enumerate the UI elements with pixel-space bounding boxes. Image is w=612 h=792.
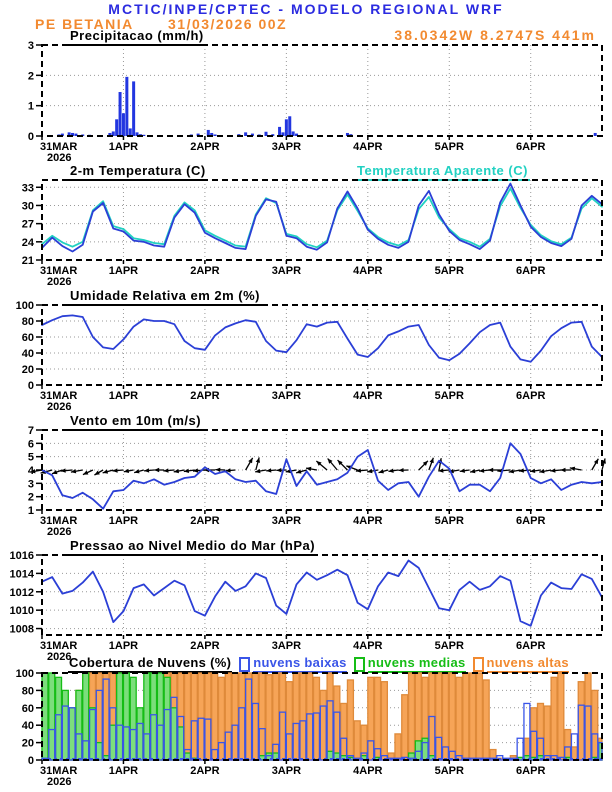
- svg-text:80: 80: [21, 685, 34, 698]
- svg-text:0: 0: [27, 755, 34, 767]
- svg-text:1010: 1010: [9, 605, 34, 618]
- svg-text:6APR: 6APR: [516, 265, 546, 277]
- svg-text:1008: 1008: [9, 623, 34, 636]
- svg-text:2026: 2026: [47, 776, 72, 788]
- svg-text:6APR: 6APR: [516, 765, 546, 777]
- svg-text:6: 6: [27, 438, 34, 451]
- svg-text:2APR: 2APR: [190, 515, 220, 527]
- svg-text:3: 3: [27, 40, 34, 52]
- svg-text:2026: 2026: [47, 651, 72, 663]
- svg-text:3APR: 3APR: [271, 141, 302, 153]
- svg-text:31MAR: 31MAR: [40, 640, 78, 652]
- humidity-title: Umidade Relativa em 2m (%): [68, 289, 262, 306]
- svg-text:2APR: 2APR: [190, 765, 220, 777]
- svg-text:5: 5: [27, 451, 34, 464]
- svg-text:6APR: 6APR: [516, 515, 546, 527]
- precipitation-plot: [28, 40, 602, 164]
- svg-text:80: 80: [21, 316, 34, 328]
- svg-text:5APR: 5APR: [434, 265, 464, 277]
- apparent-temperature-title: Temperatura Aparente (C): [355, 164, 530, 181]
- low-clouds-label: nuvens baixas: [253, 656, 347, 673]
- mid-clouds-label: nuvens medias: [368, 656, 466, 673]
- svg-text:60: 60: [21, 332, 34, 344]
- svg-text:2APR: 2APR: [190, 141, 220, 153]
- precipitation-title: Precipitacao (mm/h): [68, 29, 206, 46]
- cloud-cover-plot: [16, 668, 602, 788]
- pressure-plot: [10, 550, 602, 663]
- svg-text:24: 24: [21, 236, 34, 249]
- svg-text:31MAR: 31MAR: [40, 390, 78, 402]
- svg-text:3APR: 3APR: [271, 640, 302, 652]
- svg-text:2APR: 2APR: [190, 265, 220, 277]
- svg-text:3APR: 3APR: [271, 515, 302, 527]
- svg-text:1APR: 1APR: [108, 640, 139, 652]
- svg-text:2026: 2026: [47, 526, 72, 538]
- svg-text:2026: 2026: [47, 401, 72, 413]
- svg-text:4APR: 4APR: [353, 765, 383, 777]
- svg-text:1016: 1016: [9, 550, 34, 562]
- svg-text:5APR: 5APR: [434, 141, 464, 153]
- svg-text:0: 0: [27, 131, 34, 143]
- svg-text:40: 40: [21, 348, 34, 360]
- svg-text:3APR: 3APR: [271, 265, 302, 277]
- svg-text:1: 1: [27, 100, 34, 113]
- wind-plot: [28, 425, 606, 538]
- svg-text:5APR: 5APR: [434, 515, 464, 527]
- svg-text:4APR: 4APR: [353, 515, 383, 527]
- svg-text:100: 100: [15, 668, 34, 680]
- svg-text:2026: 2026: [47, 152, 72, 164]
- svg-text:21: 21: [21, 255, 34, 267]
- svg-text:6APR: 6APR: [516, 390, 546, 402]
- svg-text:4: 4: [27, 465, 34, 477]
- svg-text:1014: 1014: [9, 568, 34, 581]
- svg-text:1APR: 1APR: [108, 765, 139, 777]
- svg-text:5APR: 5APR: [434, 640, 464, 652]
- svg-text:4APR: 4APR: [353, 390, 383, 402]
- svg-text:4APR: 4APR: [353, 141, 383, 153]
- svg-text:31MAR: 31MAR: [40, 765, 78, 777]
- svg-text:1012: 1012: [9, 586, 34, 599]
- svg-text:2: 2: [27, 491, 34, 504]
- station-name: PE BETANIA: [35, 16, 134, 32]
- svg-text:20: 20: [21, 364, 34, 376]
- page-title: MCTIC/INPE/CPTEC - MODELO REGIONAL WRF: [108, 1, 504, 17]
- svg-text:0: 0: [27, 380, 34, 392]
- svg-text:33: 33: [21, 182, 34, 195]
- svg-text:31MAR: 31MAR: [40, 141, 78, 153]
- svg-text:20: 20: [21, 737, 34, 750]
- svg-text:6APR: 6APR: [516, 640, 546, 652]
- svg-text:31MAR: 31MAR: [40, 515, 78, 527]
- svg-text:31MAR: 31MAR: [40, 265, 78, 277]
- svg-text:2APR: 2APR: [190, 640, 220, 652]
- svg-text:1APR: 1APR: [108, 141, 139, 153]
- svg-text:2026: 2026: [47, 276, 72, 288]
- high-clouds-label: nuvens altas: [487, 656, 569, 673]
- svg-text:3APR: 3APR: [271, 765, 302, 777]
- svg-text:1: 1: [27, 505, 34, 517]
- svg-text:30: 30: [21, 200, 34, 213]
- svg-text:3: 3: [27, 478, 34, 491]
- pressure-title: Pressao ao Nivel Medio do Mar (hPa): [68, 539, 317, 556]
- humidity-plot: [16, 300, 602, 413]
- cloud-cover-title: Cobertura de Nuvens (%): [68, 656, 232, 673]
- svg-text:27: 27: [21, 218, 34, 231]
- wind-title: Vento em 10m (m/s): [68, 414, 203, 431]
- svg-text:1APR: 1APR: [108, 265, 139, 277]
- svg-text:5APR: 5APR: [434, 390, 464, 402]
- temperature-title: 2-m Temperatura (C): [68, 164, 208, 181]
- run-datetime: 31/03/2026 00Z: [168, 16, 288, 32]
- svg-text:4APR: 4APR: [353, 640, 383, 652]
- svg-text:40: 40: [21, 720, 34, 733]
- svg-text:2: 2: [27, 70, 34, 83]
- svg-text:60: 60: [21, 702, 34, 715]
- svg-text:7: 7: [27, 425, 34, 437]
- svg-text:3APR: 3APR: [271, 390, 302, 402]
- svg-text:100: 100: [15, 300, 34, 312]
- temperature-plot: [22, 180, 602, 288]
- svg-text:1APR: 1APR: [108, 515, 139, 527]
- svg-text:6APR: 6APR: [516, 141, 546, 153]
- svg-text:1APR: 1APR: [108, 390, 139, 402]
- station-coordinates: 38.0342W 8.2747S 441m: [394, 27, 596, 43]
- svg-text:4APR: 4APR: [353, 265, 383, 277]
- svg-text:2APR: 2APR: [190, 390, 220, 402]
- svg-text:5APR: 5APR: [434, 765, 464, 777]
